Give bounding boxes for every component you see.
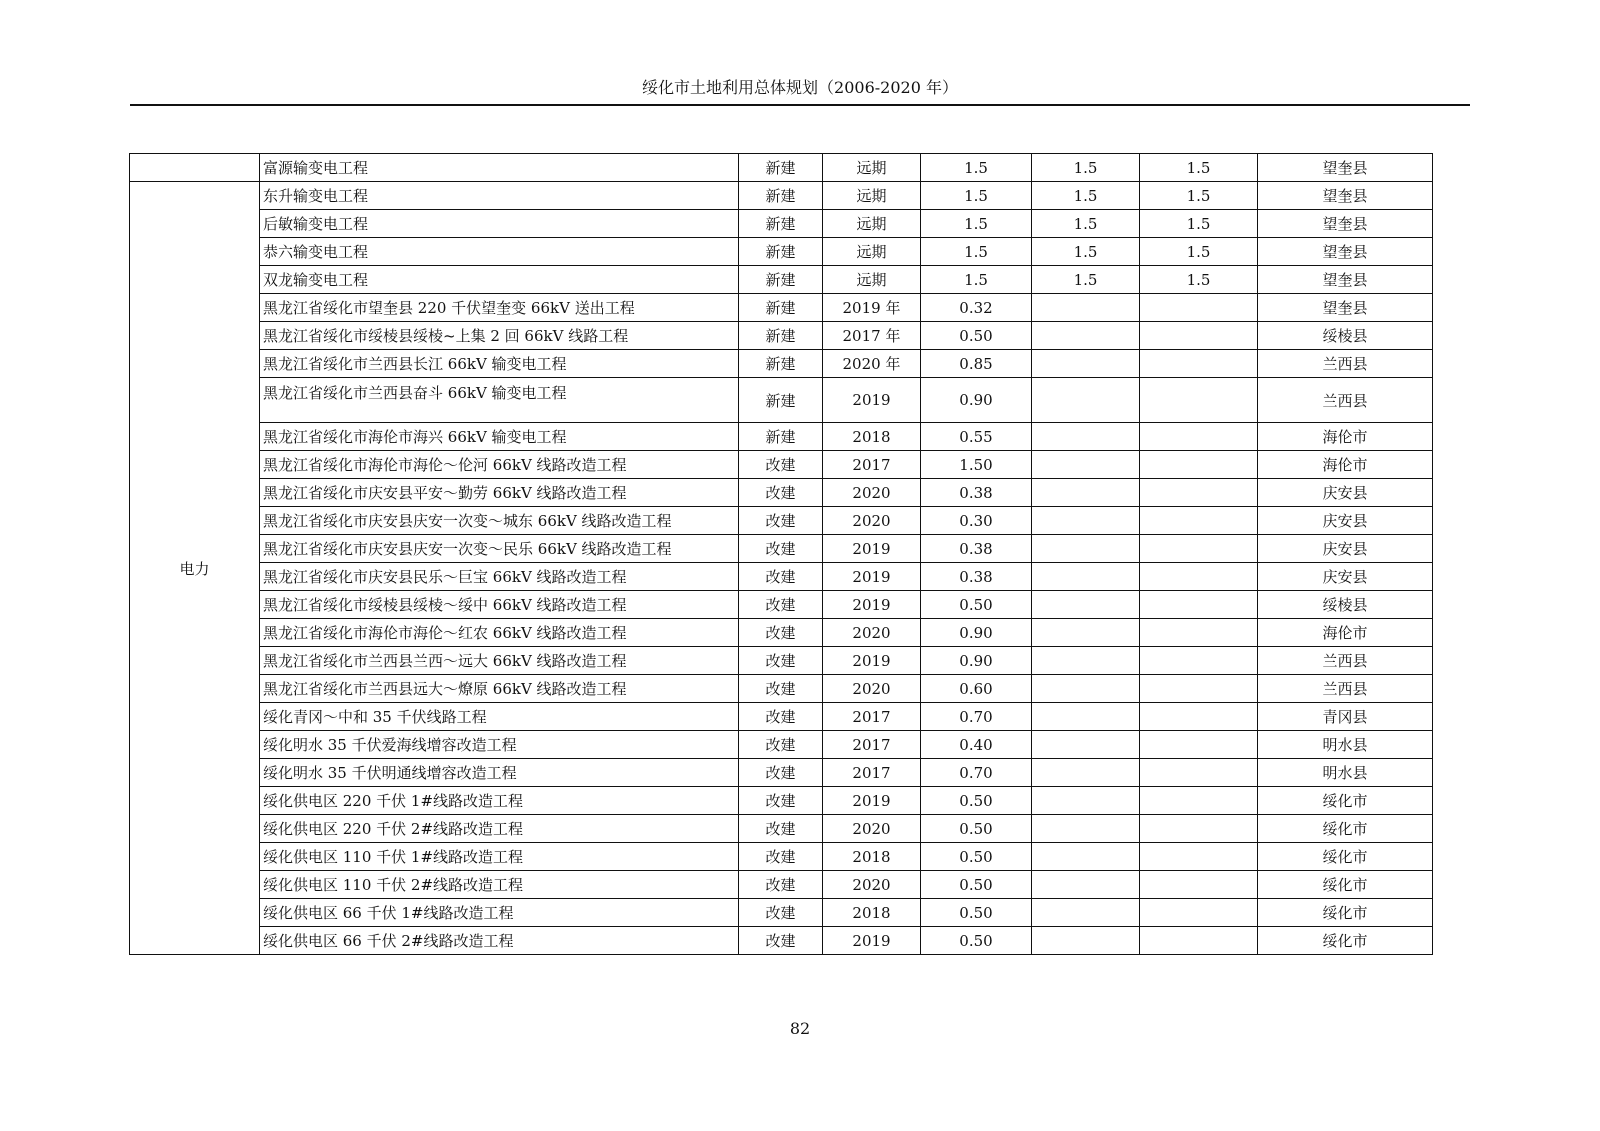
table-row [130, 815, 1433, 843]
period-cell: 2020 [823, 815, 921, 843]
area-value-cell [1032, 591, 1140, 619]
project-name-cell: 绥化明水 35 千伏明通线增容改造工程 [260, 759, 739, 787]
construction-type-cell: 改建 [739, 591, 823, 619]
location-cell: 海伦市 [1258, 451, 1433, 479]
area-value-cell: 1.5 [921, 182, 1032, 210]
area-value-cell [1032, 535, 1140, 563]
table-row [130, 731, 1433, 759]
area-value-cell [1140, 423, 1258, 451]
area-value-cell: 0.90 [921, 647, 1032, 675]
period-cell: 远期 [823, 266, 921, 294]
area-value-cell: 1.5 [1032, 266, 1140, 294]
area-value-cell [1140, 787, 1258, 815]
table-row [130, 378, 1433, 423]
period-cell: 远期 [823, 154, 921, 182]
construction-type-cell: 改建 [739, 619, 823, 647]
construction-type-cell: 新建 [739, 154, 823, 182]
period-cell: 2020 [823, 675, 921, 703]
project-name-cell: 黑龙江省绥化市兰西县奋斗 66kV 输变电工程 [260, 378, 739, 423]
area-value-cell: 0.38 [921, 479, 1032, 507]
location-cell: 明水县 [1258, 759, 1433, 787]
project-name-cell: 双龙输变电工程 [260, 266, 739, 294]
construction-type-cell: 改建 [739, 451, 823, 479]
construction-type-cell: 改建 [739, 815, 823, 843]
period-cell: 2017 [823, 759, 921, 787]
table-row [130, 647, 1433, 675]
construction-type-cell: 新建 [739, 182, 823, 210]
project-name-cell: 黑龙江省绥化市庆安县民乐～巨宝 66kV 线路改造工程 [260, 563, 739, 591]
area-value-cell [1032, 899, 1140, 927]
table-row [130, 182, 1433, 210]
construction-type-cell: 改建 [739, 787, 823, 815]
period-cell: 2017 [823, 731, 921, 759]
area-value-cell [1032, 871, 1140, 899]
area-value-cell: 0.30 [921, 507, 1032, 535]
area-value-cell: 0.50 [921, 843, 1032, 871]
period-cell: 2019 [823, 563, 921, 591]
table-row [130, 703, 1433, 731]
area-value-cell [1032, 647, 1140, 675]
table-row [130, 294, 1433, 322]
project-name-cell: 绥化供电区 220 千伏 2#线路改造工程 [260, 815, 739, 843]
table-row [130, 210, 1433, 238]
period-cell: 2019 [823, 787, 921, 815]
location-cell: 望奎县 [1258, 210, 1433, 238]
table-row [130, 238, 1433, 266]
construction-type-cell: 新建 [739, 210, 823, 238]
table-body [130, 154, 1433, 955]
area-value-cell: 1.5 [1140, 154, 1258, 182]
construction-type-cell: 改建 [739, 843, 823, 871]
location-cell: 明水县 [1258, 731, 1433, 759]
area-value-cell: 0.40 [921, 731, 1032, 759]
table-row [130, 266, 1433, 294]
table-row [130, 423, 1433, 451]
area-value-cell: 1.5 [1032, 154, 1140, 182]
project-name-cell: 后敏输变电工程 [260, 210, 739, 238]
project-name-cell: 绥化供电区 110 千伏 1#线路改造工程 [260, 843, 739, 871]
area-value-cell [1140, 871, 1258, 899]
project-name-cell: 黑龙江省绥化市庆安县庆安一次变～城东 66kV 线路改造工程 [260, 507, 739, 535]
period-cell: 远期 [823, 238, 921, 266]
location-cell: 望奎县 [1258, 154, 1433, 182]
area-value-cell: 0.38 [921, 563, 1032, 591]
table-row [130, 350, 1433, 378]
location-cell: 庆安县 [1258, 479, 1433, 507]
period-cell: 2018 [823, 423, 921, 451]
period-cell: 2019 年 [823, 294, 921, 322]
location-cell: 绥棱县 [1258, 322, 1433, 350]
period-cell: 2017 [823, 703, 921, 731]
project-name-cell: 绥化明水 35 千伏爱海线增容改造工程 [260, 731, 739, 759]
table-row [130, 759, 1433, 787]
location-cell: 庆安县 [1258, 535, 1433, 563]
period-cell: 2020 [823, 871, 921, 899]
area-value-cell: 1.50 [921, 451, 1032, 479]
location-cell: 海伦市 [1258, 423, 1433, 451]
area-value-cell: 0.50 [921, 899, 1032, 927]
location-cell: 绥化市 [1258, 899, 1433, 927]
construction-type-cell: 改建 [739, 927, 823, 955]
area-value-cell [1140, 479, 1258, 507]
project-name-cell: 黑龙江省绥化市兰西县远大～燎原 66kV 线路改造工程 [260, 675, 739, 703]
area-value-cell [1140, 507, 1258, 535]
location-cell: 兰西县 [1258, 675, 1433, 703]
area-value-cell: 0.55 [921, 423, 1032, 451]
project-name-cell: 富源输变电工程 [260, 154, 739, 182]
project-name-cell: 黑龙江省绥化市望奎县 220 千伏望奎变 66kV 送出工程 [260, 294, 739, 322]
area-value-cell [1140, 927, 1258, 955]
area-value-cell: 1.5 [1140, 210, 1258, 238]
area-value-cell: 1.5 [1032, 210, 1140, 238]
project-name-cell: 绥化供电区 66 千伏 2#线路改造工程 [260, 927, 739, 955]
area-value-cell [1032, 479, 1140, 507]
project-name-cell: 黑龙江省绥化市海伦市海兴 66kV 输变电工程 [260, 423, 739, 451]
table-row [130, 535, 1433, 563]
area-value-cell [1032, 563, 1140, 591]
location-cell: 望奎县 [1258, 182, 1433, 210]
period-cell: 2020 [823, 507, 921, 535]
area-value-cell: 0.70 [921, 703, 1032, 731]
area-value-cell [1140, 675, 1258, 703]
period-cell: 远期 [823, 210, 921, 238]
area-value-cell: 0.85 [921, 350, 1032, 378]
area-value-cell: 0.50 [921, 815, 1032, 843]
period-cell: 2020 年 [823, 350, 921, 378]
area-value-cell: 0.90 [921, 619, 1032, 647]
location-cell: 绥棱县 [1258, 591, 1433, 619]
project-name-cell: 绥化供电区 220 千伏 1#线路改造工程 [260, 787, 739, 815]
table-row [130, 451, 1433, 479]
table-row [130, 479, 1433, 507]
construction-type-cell: 改建 [739, 731, 823, 759]
area-value-cell: 0.50 [921, 787, 1032, 815]
area-value-cell [1032, 759, 1140, 787]
project-table [129, 153, 1433, 955]
area-value-cell [1140, 451, 1258, 479]
table-row [130, 563, 1433, 591]
area-value-cell [1032, 378, 1140, 423]
construction-type-cell: 改建 [739, 675, 823, 703]
location-cell: 绥化市 [1258, 787, 1433, 815]
area-value-cell: 0.50 [921, 871, 1032, 899]
area-value-cell [1140, 731, 1258, 759]
location-cell: 望奎县 [1258, 294, 1433, 322]
location-cell: 兰西县 [1258, 378, 1433, 423]
area-value-cell: 1.5 [1032, 182, 1140, 210]
construction-type-cell: 改建 [739, 563, 823, 591]
construction-type-cell: 改建 [739, 647, 823, 675]
construction-type-cell: 新建 [739, 238, 823, 266]
area-value-cell [1032, 815, 1140, 843]
area-value-cell [1032, 703, 1140, 731]
location-cell: 望奎县 [1258, 266, 1433, 294]
area-value-cell: 0.60 [921, 675, 1032, 703]
document-header: 绥化市土地利用总体规划（2006-2020 年） [642, 78, 958, 97]
area-value-cell [1032, 675, 1140, 703]
area-value-cell: 0.90 [921, 378, 1032, 423]
table-row [130, 927, 1433, 955]
area-value-cell: 1.5 [921, 154, 1032, 182]
area-value-cell [1140, 619, 1258, 647]
area-value-cell: 1.5 [1140, 182, 1258, 210]
period-cell: 2017 [823, 451, 921, 479]
page-number: 82 [789, 1019, 811, 1038]
table-row [130, 899, 1433, 927]
area-value-cell [1140, 647, 1258, 675]
project-name-cell: 绥化青冈～中和 35 千伏线路工程 [260, 703, 739, 731]
area-value-cell: 0.38 [921, 535, 1032, 563]
area-value-cell: 1.5 [1140, 266, 1258, 294]
area-value-cell: 0.32 [921, 294, 1032, 322]
location-cell: 绥化市 [1258, 815, 1433, 843]
project-name-cell: 东升输变电工程 [260, 182, 739, 210]
period-cell: 2017 年 [823, 322, 921, 350]
construction-type-cell: 新建 [739, 294, 823, 322]
table-row [130, 675, 1433, 703]
area-value-cell [1140, 843, 1258, 871]
area-value-cell: 0.70 [921, 759, 1032, 787]
area-value-cell: 1.5 [1140, 238, 1258, 266]
period-cell: 2020 [823, 479, 921, 507]
area-value-cell: 0.50 [921, 322, 1032, 350]
project-name-cell: 恭六输变电工程 [260, 238, 739, 266]
construction-type-cell: 新建 [739, 266, 823, 294]
construction-type-cell: 改建 [739, 535, 823, 563]
period-cell: 2019 [823, 647, 921, 675]
location-cell: 兰西县 [1258, 350, 1433, 378]
area-value-cell [1140, 294, 1258, 322]
area-value-cell [1032, 927, 1140, 955]
area-value-cell [1140, 322, 1258, 350]
construction-type-cell: 改建 [739, 479, 823, 507]
location-cell: 青冈县 [1258, 703, 1433, 731]
construction-type-cell: 改建 [739, 871, 823, 899]
construction-type-cell: 新建 [739, 350, 823, 378]
area-value-cell: 0.50 [921, 927, 1032, 955]
area-value-cell [1140, 703, 1258, 731]
category-cell-continued [130, 154, 260, 182]
location-cell: 绥化市 [1258, 843, 1433, 871]
location-cell: 海伦市 [1258, 619, 1433, 647]
table-row [130, 871, 1433, 899]
area-value-cell [1032, 731, 1140, 759]
area-value-cell: 0.50 [921, 591, 1032, 619]
construction-type-cell: 新建 [739, 322, 823, 350]
table-row [130, 507, 1433, 535]
area-value-cell: 1.5 [921, 238, 1032, 266]
area-value-cell [1032, 507, 1140, 535]
area-value-cell [1140, 759, 1258, 787]
project-name-cell: 绥化供电区 66 千伏 1#线路改造工程 [260, 899, 739, 927]
project-name-cell: 绥化供电区 110 千伏 2#线路改造工程 [260, 871, 739, 899]
location-cell: 庆安县 [1258, 563, 1433, 591]
location-cell: 兰西县 [1258, 647, 1433, 675]
table-row [130, 322, 1433, 350]
area-value-cell [1140, 350, 1258, 378]
area-value-cell [1140, 378, 1258, 423]
area-value-cell [1140, 563, 1258, 591]
table-row [130, 787, 1433, 815]
location-cell: 庆安县 [1258, 507, 1433, 535]
period-cell: 2019 [823, 591, 921, 619]
area-value-cell [1032, 787, 1140, 815]
area-value-cell: 1.5 [921, 266, 1032, 294]
area-value-cell [1032, 322, 1140, 350]
area-value-cell [1032, 423, 1140, 451]
area-value-cell [1140, 535, 1258, 563]
period-cell: 2019 [823, 535, 921, 563]
construction-type-cell: 改建 [739, 703, 823, 731]
area-value-cell [1140, 899, 1258, 927]
area-value-cell [1140, 815, 1258, 843]
area-value-cell [1032, 451, 1140, 479]
project-name-cell: 黑龙江省绥化市绥棱县绥棱~上集 2 回 66kV 线路工程 [260, 322, 739, 350]
table-row [130, 154, 1433, 182]
construction-type-cell: 改建 [739, 507, 823, 535]
construction-type-cell: 新建 [739, 378, 823, 423]
construction-type-cell: 改建 [739, 759, 823, 787]
category-cell: 电力 [130, 182, 260, 955]
area-value-cell: 1.5 [921, 210, 1032, 238]
construction-type-cell: 改建 [739, 899, 823, 927]
location-cell: 望奎县 [1258, 238, 1433, 266]
location-cell: 绥化市 [1258, 927, 1433, 955]
project-name-cell: 黑龙江省绥化市庆安县庆安一次变～民乐 66kV 线路改造工程 [260, 535, 739, 563]
area-value-cell [1032, 619, 1140, 647]
area-value-cell: 1.5 [1032, 238, 1140, 266]
construction-type-cell: 新建 [739, 423, 823, 451]
table-row [130, 843, 1433, 871]
area-value-cell [1032, 350, 1140, 378]
area-value-cell [1140, 591, 1258, 619]
location-cell: 绥化市 [1258, 871, 1433, 899]
period-cell: 2018 [823, 899, 921, 927]
period-cell: 远期 [823, 182, 921, 210]
project-name-cell: 黑龙江省绥化市海伦市海伦～红农 66kV 线路改造工程 [260, 619, 739, 647]
table-row [130, 619, 1433, 647]
period-cell: 2018 [823, 843, 921, 871]
area-value-cell [1032, 294, 1140, 322]
project-name-cell: 黑龙江省绥化市兰西县长江 66kV 输变电工程 [260, 350, 739, 378]
project-name-cell: 黑龙江省绥化市庆安县平安～勤劳 66kV 线路改造工程 [260, 479, 739, 507]
header-rule [130, 104, 1470, 106]
period-cell: 2019 [823, 378, 921, 423]
period-cell: 2019 [823, 927, 921, 955]
period-cell: 2020 [823, 619, 921, 647]
area-value-cell [1032, 843, 1140, 871]
project-name-cell: 黑龙江省绥化市兰西县兰西～远大 66kV 线路改造工程 [260, 647, 739, 675]
table-row [130, 591, 1433, 619]
project-name-cell: 黑龙江省绥化市绥棱县绥棱～绥中 66kV 线路改造工程 [260, 591, 739, 619]
project-name-cell: 黑龙江省绥化市海伦市海伦～伦河 66kV 线路改造工程 [260, 451, 739, 479]
